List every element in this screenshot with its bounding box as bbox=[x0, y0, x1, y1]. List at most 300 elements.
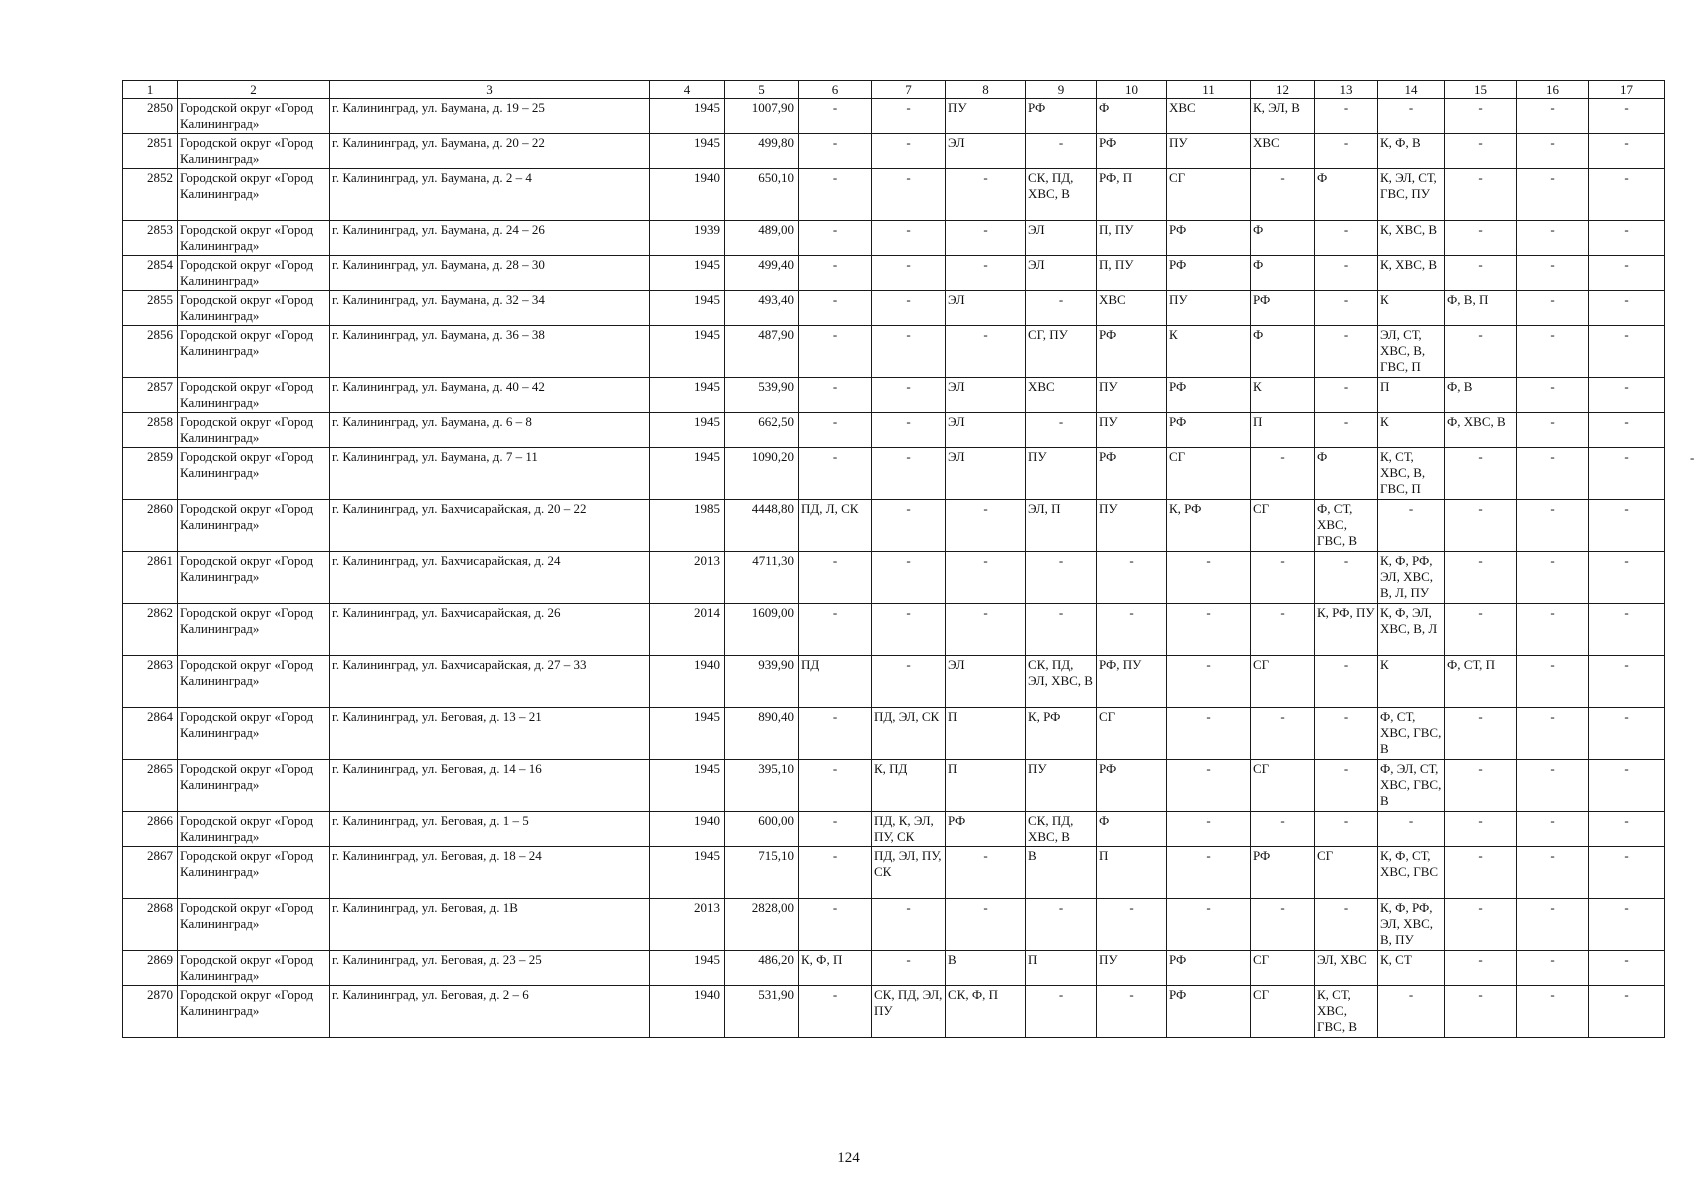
table-cell: - bbox=[1445, 760, 1517, 812]
table-cell: - bbox=[1167, 847, 1251, 899]
table-cell: К, ПД bbox=[872, 760, 946, 812]
table-cell: - bbox=[1445, 708, 1517, 760]
table-cell: Ф bbox=[1097, 99, 1167, 134]
table-cell: Ф, ХВС, В bbox=[1445, 413, 1517, 448]
table-cell: Городской округ «Город Калининград» bbox=[178, 656, 330, 708]
table-cell: - bbox=[1517, 326, 1589, 378]
table-cell: г. Калининград, ул. Баумана, д. 19 – 25 bbox=[330, 99, 650, 134]
table-row bbox=[123, 99, 1665, 134]
table-cell: Ф, В, П bbox=[1445, 291, 1517, 326]
table-cell: К, СТ, ХВС, ГВС, В bbox=[1315, 986, 1378, 1038]
table-cell: 2865 bbox=[123, 760, 178, 812]
table-cell: - bbox=[1517, 760, 1589, 812]
column-header: 4 bbox=[650, 81, 725, 99]
table-cell: 2853 bbox=[123, 221, 178, 256]
table-cell: Городской округ «Город Калининград» bbox=[178, 708, 330, 760]
table-cell: - bbox=[1251, 604, 1315, 656]
table-cell: - bbox=[872, 448, 946, 500]
table-cell: СК, ПД, ХВС, В bbox=[1026, 812, 1097, 847]
table-cell: СК, ПД, ЭЛ, ХВС, В bbox=[1026, 656, 1097, 708]
table-cell: СГ bbox=[1251, 951, 1315, 986]
table-cell: СГ bbox=[1097, 708, 1167, 760]
table-cell: - bbox=[1517, 500, 1589, 552]
table-cell: Городской округ «Город Калининград» bbox=[178, 847, 330, 899]
column-header: 7 bbox=[872, 81, 946, 99]
column-header: 1 bbox=[123, 81, 178, 99]
table-cell: - bbox=[1517, 604, 1589, 656]
table-cell: В bbox=[946, 951, 1026, 986]
table-cell: - bbox=[1517, 378, 1589, 413]
table-cell: ПД bbox=[799, 656, 872, 708]
table-cell: СК, Ф, П bbox=[946, 986, 1026, 1038]
table-cell: 2860 bbox=[123, 500, 178, 552]
table-cell: Ф, ЭЛ, СТ, ХВС, ГВС, В bbox=[1378, 760, 1445, 812]
table-cell: ЭЛ bbox=[1026, 221, 1097, 256]
table-cell: Городской округ «Город Калининград» bbox=[178, 812, 330, 847]
table-row bbox=[123, 500, 1665, 552]
table-cell: - bbox=[1026, 899, 1097, 951]
table-cell: 486,20 bbox=[725, 951, 799, 986]
table-cell: - bbox=[872, 604, 946, 656]
table-cell: П bbox=[1378, 378, 1445, 413]
table-cell: - bbox=[1445, 256, 1517, 291]
table-cell: - bbox=[1517, 552, 1589, 604]
table-header-row bbox=[123, 81, 1665, 99]
table-cell: ХВС bbox=[1251, 134, 1315, 169]
table-cell: - bbox=[1589, 221, 1665, 256]
table-cell: 1609,00 bbox=[725, 604, 799, 656]
table-cell: г. Калининград, ул. Бахчисарайская, д. 24 bbox=[330, 552, 650, 604]
table-cell: - bbox=[1589, 99, 1665, 134]
table-cell: К, ЭЛ, В bbox=[1251, 99, 1315, 134]
table-cell: - bbox=[1517, 413, 1589, 448]
table-cell: 1940 bbox=[650, 656, 725, 708]
table-cell: - bbox=[1251, 812, 1315, 847]
column-header: 10 bbox=[1097, 81, 1167, 99]
table-cell: - bbox=[946, 847, 1026, 899]
table-cell: РФ bbox=[1251, 847, 1315, 899]
table-cell: - bbox=[799, 413, 872, 448]
table-cell: - bbox=[1517, 448, 1589, 500]
table-cell: - bbox=[1026, 552, 1097, 604]
table-cell: СГ bbox=[1251, 656, 1315, 708]
table-cell: - bbox=[1517, 812, 1589, 847]
table-cell: - bbox=[946, 221, 1026, 256]
table-cell: РФ bbox=[1097, 134, 1167, 169]
table-row bbox=[123, 413, 1665, 448]
table-cell: - bbox=[872, 134, 946, 169]
table-cell: 2858 bbox=[123, 413, 178, 448]
table-cell: - bbox=[799, 604, 872, 656]
table-cell: - bbox=[1517, 847, 1589, 899]
table-cell: 2014 bbox=[650, 604, 725, 656]
table-cell: К bbox=[1378, 413, 1445, 448]
table-row bbox=[123, 378, 1665, 413]
table-row bbox=[123, 256, 1665, 291]
table-cell: - bbox=[1026, 134, 1097, 169]
table-cell: 650,10 bbox=[725, 169, 799, 221]
table-cell: 489,00 bbox=[725, 221, 799, 256]
table-cell: Городской округ «Город Калининград» bbox=[178, 760, 330, 812]
table-cell: 1940 bbox=[650, 169, 725, 221]
table-cell: - bbox=[946, 552, 1026, 604]
page-number: 124 bbox=[837, 1150, 860, 1166]
table-cell: - bbox=[1445, 169, 1517, 221]
table-cell: П bbox=[1097, 847, 1167, 899]
table-cell: - bbox=[1589, 500, 1665, 552]
column-header: 12 bbox=[1251, 81, 1315, 99]
table-cell: ЭЛ bbox=[946, 413, 1026, 448]
table-cell: - bbox=[1097, 986, 1167, 1038]
table-row bbox=[123, 986, 1665, 1038]
table-cell: 531,90 bbox=[725, 986, 799, 1038]
table-cell: - bbox=[1097, 604, 1167, 656]
table-cell: г. Калининград, ул. Баумана, д. 36 – 38 bbox=[330, 326, 650, 378]
table-cell: 2868 bbox=[123, 899, 178, 951]
table-cell: 395,10 bbox=[725, 760, 799, 812]
table-cell: - bbox=[1445, 500, 1517, 552]
table-cell: 1945 bbox=[650, 413, 725, 448]
table-cell: РФ bbox=[1167, 413, 1251, 448]
table-cell: К bbox=[1378, 656, 1445, 708]
table-cell: 1940 bbox=[650, 812, 725, 847]
table-cell: 2013 bbox=[650, 552, 725, 604]
table-cell: г. Калининград, ул. Беговая, д. 23 – 25 bbox=[330, 951, 650, 986]
table-cell: г. Калининград, ул. Беговая, д. 1 – 5 bbox=[330, 812, 650, 847]
table-cell: - bbox=[1517, 656, 1589, 708]
table-cell: К, Ф, П bbox=[799, 951, 872, 986]
table-cell: - bbox=[1026, 604, 1097, 656]
table-cell: К, Ф, РФ, ЭЛ, ХВС, В, Л, ПУ bbox=[1378, 552, 1445, 604]
table-cell: - bbox=[799, 169, 872, 221]
table-cell: - bbox=[1378, 500, 1445, 552]
table-cell: - bbox=[946, 326, 1026, 378]
table-cell: - bbox=[1378, 986, 1445, 1038]
table-row bbox=[123, 847, 1665, 899]
table-cell: 499,40 bbox=[725, 256, 799, 291]
table-cell: ЭЛ bbox=[946, 378, 1026, 413]
table-cell: - bbox=[1315, 812, 1378, 847]
table-cell: ХВС bbox=[1097, 291, 1167, 326]
table-cell: - bbox=[872, 500, 946, 552]
table-cell: - bbox=[1589, 326, 1665, 378]
table-cell: РФ bbox=[1167, 221, 1251, 256]
column-header: 11 bbox=[1167, 81, 1251, 99]
table-cell: - bbox=[1589, 169, 1665, 221]
table-cell: 1090,20 bbox=[725, 448, 799, 500]
table-cell: К, ХВС, В bbox=[1378, 221, 1445, 256]
table-cell: ПУ bbox=[1097, 500, 1167, 552]
table-cell: РФ bbox=[1097, 448, 1167, 500]
table-cell: Городской округ «Город Калининград» bbox=[178, 500, 330, 552]
column-header: 3 bbox=[330, 81, 650, 99]
table-cell: К, СТ, ХВС, В, ГВС, П bbox=[1378, 448, 1445, 500]
table-cell: - bbox=[799, 448, 872, 500]
table-cell: СГ, ПУ bbox=[1026, 326, 1097, 378]
table-cell: РФ bbox=[1167, 256, 1251, 291]
table-cell: 2870 bbox=[123, 986, 178, 1038]
table-cell: - bbox=[799, 291, 872, 326]
table-cell: СГ bbox=[1251, 986, 1315, 1038]
table-cell: г. Калининград, ул. Беговая, д. 2 – 6 bbox=[330, 986, 650, 1038]
table-cell: - bbox=[1589, 552, 1665, 604]
column-header: 13 bbox=[1315, 81, 1378, 99]
table-cell: ПУ bbox=[1097, 413, 1167, 448]
table-cell: 1945 bbox=[650, 134, 725, 169]
table-cell: Ф, СТ, П bbox=[1445, 656, 1517, 708]
table-cell: - bbox=[1167, 708, 1251, 760]
table-cell: ПУ bbox=[1097, 951, 1167, 986]
table-cell: РФ, ПУ bbox=[1097, 656, 1167, 708]
table-cell: П, ПУ bbox=[1097, 256, 1167, 291]
table-cell: Ф bbox=[1251, 326, 1315, 378]
table-cell: Городской округ «Город Калининград» bbox=[178, 326, 330, 378]
table-cell: К, Ф, СТ, ХВС, ГВС bbox=[1378, 847, 1445, 899]
table-cell: г. Калининград, ул. Баумана, д. 6 – 8 bbox=[330, 413, 650, 448]
table-cell: г. Калининград, ул. Баумана, д. 28 – 30 bbox=[330, 256, 650, 291]
table-cell: П bbox=[946, 760, 1026, 812]
table-row bbox=[123, 951, 1665, 986]
table-cell: 1945 bbox=[650, 847, 725, 899]
table-cell: - bbox=[1517, 99, 1589, 134]
table-cell: - bbox=[1445, 847, 1517, 899]
table-cell: - bbox=[1445, 221, 1517, 256]
table-cell: 715,10 bbox=[725, 847, 799, 899]
table-row bbox=[123, 169, 1665, 221]
table-cell: - bbox=[799, 812, 872, 847]
table-cell: П bbox=[946, 708, 1026, 760]
table-cell: К, ЭЛ, СТ, ГВС, ПУ bbox=[1378, 169, 1445, 221]
table-cell: ПД, ЭЛ, СК bbox=[872, 708, 946, 760]
table-cell: - bbox=[1445, 812, 1517, 847]
table-cell: - bbox=[1251, 448, 1315, 500]
table-cell: ПД, ЭЛ, ПУ, СК bbox=[872, 847, 946, 899]
column-header: 14 bbox=[1378, 81, 1445, 99]
table-cell: - bbox=[1589, 812, 1665, 847]
table-cell: 2855 bbox=[123, 291, 178, 326]
table-cell: - bbox=[872, 656, 946, 708]
table-cell: г. Калининград, ул. Бахчисарайская, д. 26 bbox=[330, 604, 650, 656]
table-cell: - bbox=[872, 951, 946, 986]
table-cell: П bbox=[1251, 413, 1315, 448]
table-cell: - bbox=[1026, 413, 1097, 448]
table-cell: - bbox=[1589, 256, 1665, 291]
table-cell: г. Калининград, ул. Бахчисарайская, д. 20 – 22 bbox=[330, 500, 650, 552]
table-cell: 2867 bbox=[123, 847, 178, 899]
table-cell: - bbox=[1589, 899, 1665, 951]
table-row bbox=[123, 221, 1665, 256]
table-cell: РФ bbox=[1167, 986, 1251, 1038]
column-header: 6 bbox=[799, 81, 872, 99]
table-cell: К, Ф, РФ, ЭЛ, ХВС, В, ПУ bbox=[1378, 899, 1445, 951]
table-cell: К bbox=[1378, 291, 1445, 326]
table-cell: - bbox=[872, 169, 946, 221]
table-row bbox=[123, 552, 1665, 604]
table-cell: ПУ bbox=[1026, 760, 1097, 812]
table-cell: Городской округ «Город Калининград» bbox=[178, 291, 330, 326]
table-cell: г. Калининград, ул. Беговая, д. 18 – 24 bbox=[330, 847, 650, 899]
table-cell: - bbox=[1315, 708, 1378, 760]
table-cell: 1007,90 bbox=[725, 99, 799, 134]
table-cell: Городской округ «Город Калининград» bbox=[178, 99, 330, 134]
table-cell: - bbox=[1315, 552, 1378, 604]
table-cell: 1939 bbox=[650, 221, 725, 256]
table-cell: - bbox=[1026, 986, 1097, 1038]
table-cell: - bbox=[1167, 552, 1251, 604]
table-cell: СГ bbox=[1167, 448, 1251, 500]
table-cell: ПУ bbox=[1097, 378, 1167, 413]
table-cell: - bbox=[872, 899, 946, 951]
table-cell: ЭЛ, СТ, ХВС, В, ГВС, П bbox=[1378, 326, 1445, 378]
table-cell: В bbox=[1026, 847, 1097, 899]
table-cell: - bbox=[799, 552, 872, 604]
table-cell: Ф bbox=[1251, 256, 1315, 291]
table-cell: - bbox=[799, 760, 872, 812]
table-cell: 1945 bbox=[650, 708, 725, 760]
table-cell: 1945 bbox=[650, 448, 725, 500]
table-cell: ПУ bbox=[1167, 291, 1251, 326]
table-cell: - bbox=[799, 708, 872, 760]
table-cell: 2862 bbox=[123, 604, 178, 656]
table-cell: - bbox=[1445, 986, 1517, 1038]
table-cell: - bbox=[1315, 899, 1378, 951]
table-cell: ЭЛ bbox=[946, 291, 1026, 326]
edge-mark: - bbox=[1690, 450, 1695, 465]
table-cell: - bbox=[1517, 169, 1589, 221]
table-cell: 1945 bbox=[650, 99, 725, 134]
table-cell: - bbox=[799, 986, 872, 1038]
table-cell: РФ, П bbox=[1097, 169, 1167, 221]
table-cell: 1945 bbox=[650, 378, 725, 413]
table-cell: - bbox=[872, 221, 946, 256]
table-cell: Городской округ «Город Калининград» bbox=[178, 448, 330, 500]
table-cell: РФ bbox=[1251, 291, 1315, 326]
table-cell: - bbox=[872, 291, 946, 326]
table-cell: - bbox=[1589, 448, 1665, 500]
table-cell: - bbox=[1517, 951, 1589, 986]
table-cell: 1945 bbox=[650, 291, 725, 326]
table-cell: - bbox=[1445, 448, 1517, 500]
column-header: 8 bbox=[946, 81, 1026, 99]
table-cell: Ф bbox=[1097, 812, 1167, 847]
table-cell: 2854 bbox=[123, 256, 178, 291]
table-cell: К, РФ bbox=[1026, 708, 1097, 760]
table-cell: - bbox=[1517, 708, 1589, 760]
table-cell: 2856 bbox=[123, 326, 178, 378]
table-cell: - bbox=[946, 500, 1026, 552]
table-cell: РФ bbox=[1097, 760, 1167, 812]
document-table bbox=[122, 80, 1665, 1038]
table-cell: Ф bbox=[1251, 221, 1315, 256]
table-cell: РФ bbox=[1167, 951, 1251, 986]
table-cell: - bbox=[1589, 378, 1665, 413]
table-cell: г. Калининград, ул. Бахчисарайская, д. 27 – 33 bbox=[330, 656, 650, 708]
table-cell: 2850 bbox=[123, 99, 178, 134]
table-cell: 600,00 bbox=[725, 812, 799, 847]
table-cell: - bbox=[1251, 169, 1315, 221]
table-cell: - bbox=[1167, 604, 1251, 656]
table-cell: - bbox=[1097, 899, 1167, 951]
table-cell: - bbox=[1251, 899, 1315, 951]
table-row bbox=[123, 134, 1665, 169]
table-cell: Городской округ «Город Калининград» bbox=[178, 134, 330, 169]
table-cell: 2851 bbox=[123, 134, 178, 169]
table-cell: 2852 bbox=[123, 169, 178, 221]
table-cell: Городской округ «Город Калининград» bbox=[178, 378, 330, 413]
table-cell: 2869 bbox=[123, 951, 178, 986]
table-cell: СГ bbox=[1251, 500, 1315, 552]
table-cell: - bbox=[799, 847, 872, 899]
table-cell: ПУ bbox=[946, 99, 1026, 134]
table-cell: 890,40 bbox=[725, 708, 799, 760]
table-cell: - bbox=[872, 326, 946, 378]
table-cell: 2866 bbox=[123, 812, 178, 847]
table-cell: ЭЛ bbox=[946, 448, 1026, 500]
table-cell: Городской округ «Город Калининград» bbox=[178, 552, 330, 604]
table-cell: - bbox=[1517, 256, 1589, 291]
table-cell: г. Калининград, ул. Баумана, д. 2 – 4 bbox=[330, 169, 650, 221]
table-cell: 499,80 bbox=[725, 134, 799, 169]
table-cell: - bbox=[1167, 760, 1251, 812]
column-header: 15 bbox=[1445, 81, 1517, 99]
table-row bbox=[123, 604, 1665, 656]
table-cell: 1945 bbox=[650, 760, 725, 812]
table-cell: - bbox=[799, 134, 872, 169]
table-cell: - bbox=[1378, 99, 1445, 134]
table-row bbox=[123, 899, 1665, 951]
table-cell: 2828,00 bbox=[725, 899, 799, 951]
table-cell: 487,90 bbox=[725, 326, 799, 378]
table-cell: - bbox=[1589, 847, 1665, 899]
table-cell: РФ bbox=[1097, 326, 1167, 378]
table-cell: 1945 bbox=[650, 326, 725, 378]
table-cell: - bbox=[1589, 291, 1665, 326]
table-cell: - bbox=[1445, 899, 1517, 951]
table-cell: 4711,30 bbox=[725, 552, 799, 604]
table-cell: - bbox=[1589, 760, 1665, 812]
table-row bbox=[123, 448, 1665, 500]
table-cell: - bbox=[1315, 656, 1378, 708]
table-cell: 1985 bbox=[650, 500, 725, 552]
table-cell: - bbox=[872, 413, 946, 448]
table-cell: П, ПУ bbox=[1097, 221, 1167, 256]
table-cell: - bbox=[1517, 291, 1589, 326]
table-cell: РФ bbox=[1026, 99, 1097, 134]
table-cell: - bbox=[1315, 413, 1378, 448]
column-header: 5 bbox=[725, 81, 799, 99]
table-cell: СК, ПД, ХВС, В bbox=[1026, 169, 1097, 221]
table-cell: ЭЛ bbox=[1026, 256, 1097, 291]
table-row bbox=[123, 760, 1665, 812]
table-cell: СГ bbox=[1251, 760, 1315, 812]
table-cell: 1945 bbox=[650, 951, 725, 986]
table-cell: - bbox=[1445, 134, 1517, 169]
table-cell: Городской округ «Город Калининград» bbox=[178, 413, 330, 448]
table-cell: - bbox=[799, 99, 872, 134]
table-cell: ЭЛ bbox=[946, 656, 1026, 708]
table-cell: К, Ф, В bbox=[1378, 134, 1445, 169]
table-cell: - bbox=[799, 326, 872, 378]
table-cell: - bbox=[1517, 221, 1589, 256]
table-cell: К, СТ bbox=[1378, 951, 1445, 986]
table-cell: К, РФ, ПУ bbox=[1315, 604, 1378, 656]
table-cell: СК, ПД, ЭЛ, ПУ bbox=[872, 986, 946, 1038]
table-cell: СГ bbox=[1315, 847, 1378, 899]
table-cell: 539,90 bbox=[725, 378, 799, 413]
table-cell: - bbox=[1315, 256, 1378, 291]
table-cell: К bbox=[1251, 378, 1315, 413]
table-cell: РФ bbox=[1167, 378, 1251, 413]
